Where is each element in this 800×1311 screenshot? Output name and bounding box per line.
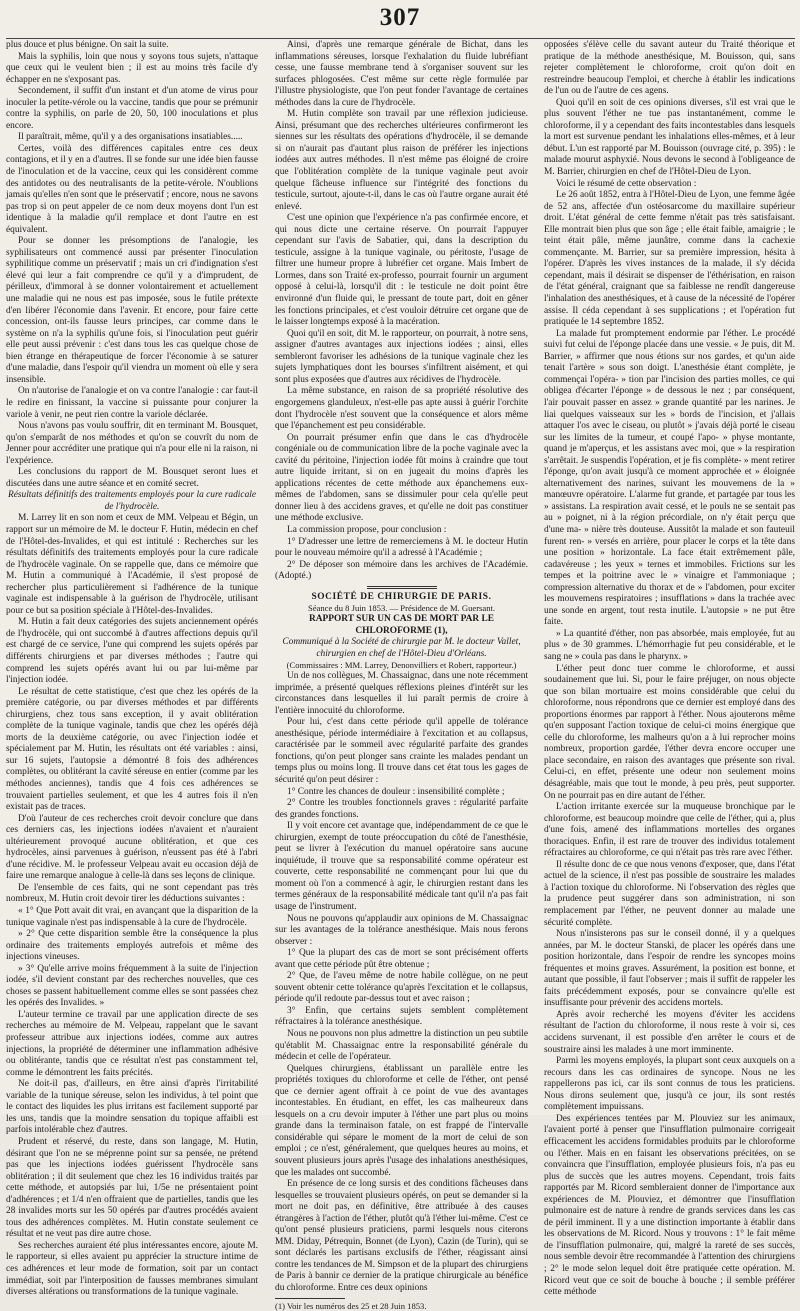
paragraph: Quelques chirurgiens, établissant un parallèle entre les propriétés toxiques du chloroforme et celle de l'éther, ont pensé que ce dernier agent offrait à ce point de vue des avantages incontestables. En étudiant, en effet, les cas malheureux dans lesquels on a cru devoir imputer à l'éther une part plus ou moins grande dans la terminaison fatale, on est frappé de l'intervalle considérable qui sépare le moment de la mort de celui de son emploi ; ce n'est, généralement, que quelques heures au moins, et souvent plusieurs jours après l'usage des inhalations anesthésiques, que les malades ont succombé.	[275, 1063, 528, 1178]
paragraph: L'éther peut donc tuer comme le chloroforme, et aussi soudainement que lui. Si, pour le faire préjuger, on nous objecte que son bilan mortuaire est moins considérable que celui du chloroforme, nous répondrons que ce dernier est employé dans des proportions énormes par rapport à l'éther. Nous ajouterons même qu'en supposant l'action toxique de celui-ci moins énergique que celle du chloroforme, les malheurs qu'on a à lui reprocher moins nombreux, proportion gardée, l'éther devra encore occuper une place secondaire, en raison des avantages que présente son rival. Celui-ci, en effet, présente une odeur non seulement moins désagréable, mais que tout le monde, à peu près, peut supporter. On ne pourrait pas en dire autant de l'éther.	[544, 663, 795, 801]
paragraph: Les conclusions du rapport de M. Bousquet seront lues et discutées dans une autre séance et en comité secret.	[6, 467, 258, 489]
quoted-observation: La malade fut promptement endormie par l'éther. Le procédé suivi fut celui de l'éponge placée dans une vessie. « Je puis, dit M. Barrier, » affirmer que nous étions sur nos gardes, et qu'un aide tenait l'artère » sous son doigt. L'anesthésie étant complète, je commençai l'opéra- » tion par l'incision des parties molles, ce qui obligea d'écarter l'éponge » de dessous le nez ; par conséquent, l'air pouvait passer en assez » grande quantité par les narines. Je liai quelques vaisseaux sur les » bords de l'incision, et j'allais attaquer l'os avec le ciseau, ou plutôt » j'avais déjà porté le ciseau sur les limites de la tumeur, et coupé l'apo- » physe montante, quand je m'aperçus, et les assistans avec moi, que » la respiration s'arrêtait. Je suspendis l'opération, et je fis complète- » ment retirer l'éponge, qu'on avait jusqu'à ce moment approchée et » éloignée alternativement des narines, suivant les mouvemens de la » manœuvre opératoire. L'alarme fut grande, et partagée par tous les » assistans. La respiration avait cessé, et le pouls ne se sentait pas au » poignet, ni à la région précordiale, on n'y était perçu que d'une ma- » nière très douteuse. Aussitôt la malade et son fauteuil furent ren- » versés en arrière, pour placer le corps et la tête dans une position » horizontale. La face était extrêmement pâle, cadavéreuse ; les yeux » ternes et immobiles. Frictions sur les tempes et la poitrine avec le » vinaigre et l'ammoniaque ; compression alternative du thorax et de » l'abdomen, pour exciter les mouvemens respiratoires ; insufflations » dans la trachée avec une sonde en argent, tout resta inutile. L'autopsie » ne put être faite.	[544, 328, 795, 628]
section-divider	[367, 586, 437, 589]
list-item: 3° Enfin, que certains sujets semblent complètement réfractaires à la tolérance anesthésique.	[275, 1005, 528, 1028]
society-heading: SOCIÉTÉ DE CHIRURGIE DE PARIS.	[311, 591, 492, 602]
paragraph: La même substance, en raison de sa propriété résolutive des engorgemens glanduleux, n'est-elle pas apte aussi à guérir l'orchite dont l'hydrocèle n'est souvent que la conséquence et alors même que l'épanchement est peu considérable.	[275, 386, 528, 432]
paragraph: Le résultat de cette statistique, c'est que chez les opérés de la première catégorie, ou par diverses méthodes et par différents chirurgiens, chez tous sans exception, il y avait oblitération complète de la tunique vaginale, tandis que chez les opérés déjà morts de la deuxième catégorie, ou avec l'injection iodée et spécialement par M. Hutin, les résultats ont été variables : ainsi, sur 16 sujets, l'autopsie a démontré 8 fois des adhérences complètes, ou oblitérant la cavité séreuse en entier (comme par les méthodes anciennes), tandis que 4 fois ces adhérences se trouvaient partielles seulement, et que les 4 autres fois il n'en existait pas de traces.	[6, 686, 258, 813]
paragraph: Il paraîtrait, même, qu'il y a des organisations insatiables.....	[18, 132, 243, 143]
paragraph: D'où l'auteur de ces recherches croit devoir conclure que dans ces derniers cas, les injections iodées n'avaient et n'auraient ultérieurement provoqué aucune oblitération, et que ces hydrocèles, ainsi parvenues à guérison, n'eussent pas été à l'abri d'une récidive. M. le professeur Velpeau avait eu occasion déjà de faire une remarque analogue à celle-là dans ses leçons de clinique.	[6, 813, 258, 882]
session-line: Séance du 8 Juin 1853. — Présidence de M. Guersant.	[307, 603, 496, 614]
paragraph: Mais la syphilis, loin que nous y soyons tous sujets, n'attaque que ceux qui le veulent bien ; il est au moins très facile d'y échapper en ne s'exposant pas.	[6, 51, 258, 85]
paragraph: En présence de ce long sursis et des conditions fâcheuses dans lesquelles se trouvaient plusieurs opérés, on peut se demander si la mort ne doit pas, en définitive, être attribuée à des causes étrangères à l'action de l'éther, plutôt qu'à l'éther lui-même. C'est ce qu'ont pensé plusieurs praticiens, parmi lesquels nous citerons MM. Diday, Pétrequin, Bonnet (de Lyon), Cazin (de Turin), qui se sont déclarés les partisans exclusifs de l'éther, réagissant ainsi contre les tendances de M. Simpson et de la plupart des chirurgiens de Paris à bannir ce dernier de la pratique chirurgicale au bénéfice du chloroforme. Entre ces deux opinions	[275, 1179, 528, 1294]
paragraph: Parmi les moyens employés, la plupart sont ceux auxquels on a recours dans les cas ordinaires de syncope. Nous ne les rappellerons pas ici, car ils sont connus de tous les praticiens. Nous dirons seulement que, jusqu'à ce jour, ils sont restés complètement impuissans.	[544, 1056, 795, 1113]
paragraph: Nous ne pouvons qu'applaudir aux opinions de M. Chassaignac sur les avantages de la tolérance anesthésique. Mais nous ferons observer :	[275, 913, 528, 947]
paragraph: opposées s'élève celle du savant auteur du Traité théorique et pratique de la méthode anesthésique, M. Bouisson, qui, sans rejeter complètement le chloroforme, croit qu'on doit en restreindre beaucoup l'emploi, et cherche à établir les indications de l'un ou de l'autre de ces agens.	[544, 40, 795, 97]
paragraph: M. Larrey lit en son nom et ceux de MM. Velpeau et Bégin, un rapport sur un mémoire de M. le docteur F. Hutin, médecin en chef de l'Hôtel-des-Invalides, et qui est intitulé : Recherches sur les résultats définitifs des traitements employés pour la cure radicale de l'hydrocèle vaginale. On se rappelle que, dans ce mémoire que M. Hutin a communiqué à l'Académie, il s'est proposé de rechercher plus particulièrement si l'adhérence de la tunique vaginale est indispensable à la guérison de l'hydrocèle, utilisant pour ce but sa position spéciale à l'Hôtel-des-Invalides.	[6, 513, 258, 616]
report-subtitle: Communiqué à la Société de chirurgie par M. le docteur Vallet, chirurgien en chef de l'Hôtel-Dieu d'Orléans.	[282, 637, 521, 659]
footnote-rule	[275, 1298, 345, 1299]
paragraph: Pour lui, c'est dans cette période qu'il appelle de tolérance anesthésique, période intermédiaire à l'excitation et au collapsus, caractérisée par le sommeil avec régularité parfaite des grandes fonctions, qu'on peut plonger sans crainte les malades pendant un temps plus ou moins long. Il trouve dans cet état tous les gages de sécurité qu'on peut désirer :	[275, 717, 528, 785]
list-item: 1° Que la plupart des cas de mort se sont précisément offerts avant que cette période pût être obtenue ;	[275, 948, 528, 970]
paragraph: Il résulte donc de ce que nous venons d'exposer, que, dans l'état actuel de la science, il n'est pas possible de soustraire les malades à l'action toxique du chloroforme. Ni l'observation des règles que la prudence peut suggérer dans son administration, ni son remplacement par l'éther, ne peuvent donner au malade une sécurité complète.	[544, 859, 795, 928]
paragraph: Pour se donner les présomptions de l'analogie, les syphilisateurs ont commencé aussi par présenter l'inoculation syphilitique comme un préservatif ; mais un cri d'indignation s'est élevé qui leur a fait comprendre ce qu'il y a d'imprudent, de périlleux, d'immoral à se donner volontairement et actuellement une maladie qui ne nous est pas imposée, sous le futile prétexte d'en libérer l'économie dans l'avenir. Et encore, pour faire cette concession, ont-ils fausse leurs principes, car comme dans le système on n'a la syphilis qu'une fois, si l'inoculation peut guérir elle peut aussi prévenir : c'est dans tous les cas quelque chose de bien étrange en thérapeutique de forcer l'économie à se saturer d'une maladie, dans l'espoir qu'il viendra un moment où elle y sera insensible.	[6, 236, 258, 385]
paragraph: Ainsi, d'après une remarque générale de Bichat, dans les inflammations séreuses, lorsque l'exhalation du fluide lubréfiant cesse, une fausse membrane tend à s'organiser souvent sur les surfaces phlogosées. C'est même sur cette règle formulée par l'illustre physiologiste, que l'on peut fonder l'avantage de certaines méthodes dans la cure de l'hydrocèle.	[275, 40, 528, 108]
paragraph: Secondement, il suffit d'un instant et d'un atome de virus pour inoculer la petite-vérole ou la vaccine, tandis que pour se prémunir contre la syphilis, on parle de 20, 50, 100 inoculations et plus encore.	[6, 86, 258, 131]
paragraph: Nous n'avons pas voulu souffrir, dit en terminant M. Bousquet, qu'on s'emparât de nos méthodes et qu'on se couvrît du nom de Jenner pour accréditer une pratique qui n'a pour elle ni la raison, ni l'expérience.	[6, 421, 258, 466]
page-number: 307	[379, 4, 421, 31]
paragraph: Ne doit-il pas, d'ailleurs, en être ainsi d'après l'irritabilité variable de la tunique séreuse, selon les individus, à tel point que le contact des liquides les plus irritans est facilement supporté par les uns, tandis que la moindre sensation du topique affaibli est parfois intolérable chez d'autres.	[6, 1079, 258, 1136]
paragraph: Le 26 août 1852, entra à l'Hôtel-Dieu de Lyon, une femme âgée de 52 ans, affectée d'un ostéosarcome du maxillaire supérieur droit. L'état général de cette femme n'était pas très satisfaisant. Elle montrait bien plus que son âge ; elle était faible, amaigrie ; le teint était pâle, même jaunâtre, comme dans la cachexie commençante. M. Barrier, sur sa première impression, hésita à l'opérer. D'après les vives instances de la malade, il s'y décida cependant, mais il désirait se dispenser de l'éthérisation, en raison de l'état général, craignant que sa faiblesse ne rendît dangereuse l'inhalation des anesthésiques, et à cause de la nécessité de l'opérer assise. Il céda cependant à ses supplications ; et l'opération fut pratiquée le 14 septembre 1852.	[544, 190, 795, 328]
paragraph: Ses recherches auraient été plus intéressantes encore, ajoute M. le rapporteur, si elles avaient pu apprécier la structure intime de ces adhérences et leur mode de formation, soit par un contact immédiat, soit par l'interposition de fausses membranes simulant diverses altérations ou transformations de la tunique vaginale.	[6, 1240, 258, 1298]
column-2	[275, 40, 528, 1311]
column-3	[544, 40, 795, 1298]
paragraph: La commission propose, pour conclusion :	[287, 524, 447, 535]
paragraph: Un de nos collègues, M. Chassaignac, dans une note récemment imprimée, a présenté quelques réflexions pleines d'intérêt sur les circonstances dans lesquelles il lui paraît permis de croire à l'entière innocuité du chloroforme.	[275, 671, 528, 716]
list-item: 1° Contre les chances de douleur : insensibilité complète ;	[287, 786, 505, 797]
paragraph: Il y voit encore cet avantage que, indépendamment de ce que le chirurgien, exempt de toute préoccupation du côté de l'anesthésie, peut se livrer à l'exécution du manuel opératoire sans aucune inquiétude, il trouve que sa responsabilité comme opérateur est couverte, cette responsabilité ne commençant pour lui que du moment où l'on a commencé à agir, le chirurgien restant dans les termes généraux de la responsabilité médicale tant qu'il n'a pas fait usage de l'instrument.	[275, 821, 528, 912]
paragraph: Des expériences tentées par M. Plouviez sur les animaux, l'avaient porté à penser que l'insufflation pulmonaire corrigeait efficacement les accidens formidables produits par le chloroforme ou l'éther. Mais en en faisant les observations précitées, on se convaincra que l'insufflation, employée plusieurs fois, n'a pas eu plus de succès que les autres moyens. Cependant, trois faits rapportés par M. Ricord sembleraient donner de l'importance aux expériences de M. Plouviez, et démontrer que l'insufflation pulmonaire est de nature à rendre de grands services dans les cas de péril imminent. Il y a une distinction importante à établir dans les observations de M. Ricord. Nous y trouvons : 1° le fait même de l'insufflation pulmonaire, qui, malgré la rareté de ses succès, nous semble devoir être recommandée à l'attention des chirurgiens ; 2° le mode selon lequel doit être pratiquée cette opération. M. Ricord veut que ce soit de bouche à bouche ; il semble préférer cette méthode	[544, 1113, 795, 1298]
paragraph: Nous n'insisterons pas sur le conseil donné, il y a quelques années, par M. le docteur Stanski, de placer les opérés dans une position horizontale, dans l'espoir de rendre les syncopes moins fréquentes et moins graves. Assurément, la position est bonne, et autant que possible, il faut l'observer ; mais il suffit de rappeler les faits précédemment exposés, pour se convaincre qu'elle est insuffisante pour prévenir des accidens mortels.	[544, 929, 795, 1009]
list-item: » 2° Que cette disparition semble être la conséquence la plus ordinaire des traitements employés autrefois et même des injections vineuses.	[6, 929, 258, 963]
section-title-hydrocele: Résultats définitifs des traitements employés pour la cure radicale de l'hydrocèle.	[7, 490, 257, 512]
paragraph: Quoi qu'il en soit de ces opinions diverses, s'il est vrai que le plus souvent l'éther ne tue pas instantanément, comme le chloroforme, il y a cependant des faits incontestables dans lesquels la mort est survenue pendant les inhalations elles-mêmes, et à leur début. L'un est rapporté par M. Bouisson (ouvrage cité, p. 395) : le malade mourut asphyxié. Nous devons le second à l'obligeance de M. Barrier, chirurgien en chef de l'Hôtel-Dieu de Lyon.	[544, 97, 795, 178]
paragraph: plus douce et plus bénigne. On sait la suite.	[6, 40, 169, 50]
quoted-observation: » La quantité d'éther, non pas absorbée, mais employée, fut au plus » de 30 grammes. L'hémorrhagie fut peu considérable, et le sang ne » coula pas dans le pharynx. »	[544, 628, 795, 662]
paragraph: Après avoir recherché les moyens d'éviter les accidens résultant de l'action du chloroforme, il nous reste à voir si, ces accidens survenant, il est possible d'en arrêter le cours et de soustraire ainsi les malades à une mort imminente.	[544, 1009, 795, 1055]
paragraph: L'action irritante exercée sur la muqueuse bronchique par le chloroforme, est beaucoup moindre que celle de l'éther, qui a, plus d'une fois, amené des inflammations mortelles des organes thoraciques. Enfin, il est rare de trouver des individus totalement réfractaires au chloroforme, ce qui n'était pas très rare avec l'éther.	[544, 802, 795, 859]
paragraph: On pourrait présumer enfin que dans le cas d'hydrocèle congéniale ou de communication libre de la poche vaginale avec la cavité du péritoine, l'injection iodée fût moins à craindre que tout autre liquide irritant, si on en jugeait du moins d'après les applications récentes de cette méthode aux épanchemens eux-mêmes de l'abdomen, sans se dissimuler pour cela qu'elle peut donner lieu à des accidens graves, et qu'elle ne doit pas constituer une méthode exclusive.	[275, 432, 528, 524]
paragraph: M. Hutin complète son travail par une réflexion judicieuse. Ainsi, présumant que des recherches ultérieures confirmeront les siennes sur les résultats des opérations d'hydrocèle, il se demande si on n'aurait pas d'autant plus raison de préférer les injections iodées aux autres méthodes. Il n'est même pas éloigné de croire que l'oblitération complète de la tunique vaginale peut avoir quelque fâcheuse influence sur l'intégrité des fonctions du testicule, surtout, ajoute-t-il, dans le cas où l'autre organe aurait été enlevé.	[275, 109, 528, 212]
paragraph: C'est une opinion que l'expérience n'a pas confirmée encore, et qui nous dicte une certaine réserve. On pourrait l'appuyer cependant sur l'avis de Sabatier, qui, dans la description du testicule, assigne à la tunique vaginale, ou péritoste, l'usage de filtrer une humeur propre à lubréfier cet organe. Mais Imbert de Lormes, dans son Traité ex-professo, pourrait fournir un argument opposé à celui-là, lorsqu'il dit : le testicule ne doit point être environné d'un fluide qui, le pressant de toute part, doit en gêner les fonctions principales, et c'est vouloir détruire cet organe que de le laisser longtemps exposé à la macération.	[275, 213, 528, 328]
paragraph: Nous ne pouvons non plus admettre la distinction un peu subtile qu'établit M. Chassaignac entre la responsabilité générale du médecin et celle de l'opérateur.	[275, 1028, 528, 1063]
list-item: 2° Que, de l'aveu même de notre habile collègue, on ne peut souvent obtenir cette tolérance qu'après l'excitation et le collapsus, période qu'il redoute par-dessus tout et avec raison ;	[275, 971, 528, 1005]
paragraph: De l'ensemble de ces faits, qui ne sont cependant pas très nombreux, M. Hutin croit devoir tirer les déductions suivantes :	[6, 882, 258, 905]
paragraph: On n'autorise de l'analogie et on va contre l'analogie : car faut-il le redire en finissant, la vaccine si puissante pour conjurer la variole à venir, ne peut rien contre la variole déclarée.	[6, 386, 258, 420]
list-item: 1° D'adresser une lettre de remerciemens à M. le docteur Hutin pour le nouveau mémoire qu'il a adressé à l'Académie ;	[275, 536, 528, 559]
report-title: RAPPORT SUR UN CAS DE MORT PAR LE CHLOROFORME (1),	[308, 614, 495, 636]
footnote: (1) Voir les numéros des 25 et 28 Juin 1853.	[275, 1300, 427, 1311]
commissioners-line: (Commissaires : MM. Larrey, Denonvilliers et Robert, rapporteur.)	[286, 660, 517, 671]
paragraph: Quoi qu'il en soit, dit M. le rapporteur, on pourrait, à notre sens, assigner d'autres avantages aux injections iodées ; ainsi, elles sembleront favoriser les adhésions de la tunique vaginale chez les sujets lymphatiques dont les bourses s'infiltrent aisément, et qui sont plus exposées que d'autres aux récidives de l'hydrocèle.	[275, 328, 528, 385]
list-item: 2° De déposer son mémoire dans les archives de l'Académie. (Adopté.)	[275, 559, 528, 582]
paragraph: Certes, voilà des différences capitales entre ces deux contagions, et il y en a d'autres. Il se fonde sur une idée bien fausse de l'inoculation et de la vaccine, ceux qui les considèrent comme des antidotes ou des neutralisants de la petite-vérole. N'oublions jamais qu'elles n'en sont que le préservatif ; encore, nous ne savons pas trop si on peut appeler de ce nom deux moyens dont l'un est identique à la maladie qu'il remplace et dont l'autre en est équivalent.	[6, 143, 258, 235]
list-item: 2° Contre les troubles fonctionnels graves : régularité parfaite des grandes fonctions.	[275, 798, 528, 820]
paragraph: L'auteur termine ce travail par une application directe de ses recherches au mémoire de M. Velpeau, rappelant que le savant professeur attribue aux injections iodées, comme aux autres injections, la propriété de déterminer une inflammation adhésive ou oblitérante, tandis que ce résultat n'est pas constamment tel, comme le démontrent les faits précités.	[6, 1009, 258, 1078]
paragraph: M. Hutin a fait deux catégories des sujets anciennement opérés de l'hydrocèle, qui ont succombé à d'autres affections depuis qu'il est chargé de ce service, l'une qui comprend les sujets opérés par différents chirurgiens et par diverses méthodes ; l'autre qui comprend les sujets opérés avant lui ou par lui-même par l'injection iodée.	[6, 617, 258, 686]
paragraph: Voici le résumé de cette observation :	[556, 178, 697, 189]
list-item: « 1° Que Pott avait dit vrai, en avançant que la disparition de la tunique vaginale n'est pas indispensable à la cure de l'hydrocèle.	[6, 906, 258, 928]
column-1	[6, 40, 258, 1298]
paragraph: Prudent et réservé, du reste, dans son langage, M. Hutin, désirant que l'on ne se méprenne point sur sa pensée, ne prétend pas que les injections iodées guérissent l'hydrocèle sans oblitération ; il dit seulement que chez les 16 individus traités par cette méthode, et autopsiés par lui, 1/5e ne présentaient point d'adhérences ; et 1/4 n'en offraient que de partielles, tandis que les 28 invalides morts sur les 50 opérés par d'autres procédés avaient tous des adhérences complètes. M. Hutin constate seulement ce résultat et ne veut pas dire autre chose.	[6, 1136, 258, 1240]
header-rule	[6, 38, 795, 39]
list-item: » 3° Qu'elle arrive moins fréquemment à la suite de l'injection iodée, s'il devient constant par des recherches nouvelles, que ces choses se passent habituellement comme elles se sont passées chez les opérés des Invalides. »	[6, 963, 258, 1009]
